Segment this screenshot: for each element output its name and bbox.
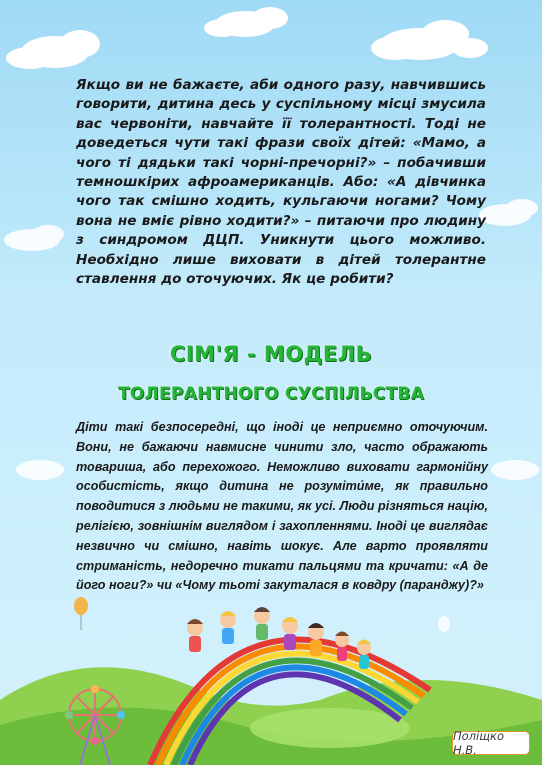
author-name: Поліщко Н.В. (453, 729, 505, 757)
body-paragraph: Діти такі безпосередні, що іноді це неприємно оточуючим. Вони, не бажаючи навмисне чинити зло, часто ображають товариша, або перехожого. Неможливо виховати гармонійну особистість, якщо дитина не розуміти́ме, як правильно поводитися з людьми не такими, як усі. Люди різняться націю, релігією, зовнішнім виглядом і захопленнями. Іноді це виглядає незвично чи смішно, навіть шокує. Але варто проявляти стриманість, недоречно тикати пальцями та кричати: «А де його ноги?» чи «Чому тьоті закуталася в ковдру (паранджу)?» (76, 420, 488, 593)
cloud-icon (4, 225, 64, 251)
cloud-icon (6, 30, 100, 69)
cloud-icon (371, 20, 488, 60)
author-badge (452, 731, 530, 755)
cloud-icon (479, 199, 538, 226)
intro-paragraph: Якщо ви не бажаєте, аби одного разу, навчившись говорити, дитина десь у суспільному місці змусила вас червоніти, навчайте її толерантності. Тоді не доведеться чути такі фрази своїх дітей: «Мамо, а чого ті дядьки такі чорні-пречорні?» – побачивши темношкірих афроамериканців. Або: «А дівчинка чого так смішно ходить, кульгаючи ногами? Чому вона не вміє рівно ходити?» – питаючи про людину з синдромом ДЦП. Уникнути цього можливо. Необхідно лише виховати в дітей толерантне ставлення до оточуючих. Як це робити? (76, 77, 486, 288)
heading-line-1: СІМ'Я - МОДЕЛЬ (169, 342, 373, 366)
cloud-icon (204, 7, 288, 37)
heading-line-2: ТОЛЕРАНТНОГО СУСПІЛЬСТВА (117, 384, 425, 404)
